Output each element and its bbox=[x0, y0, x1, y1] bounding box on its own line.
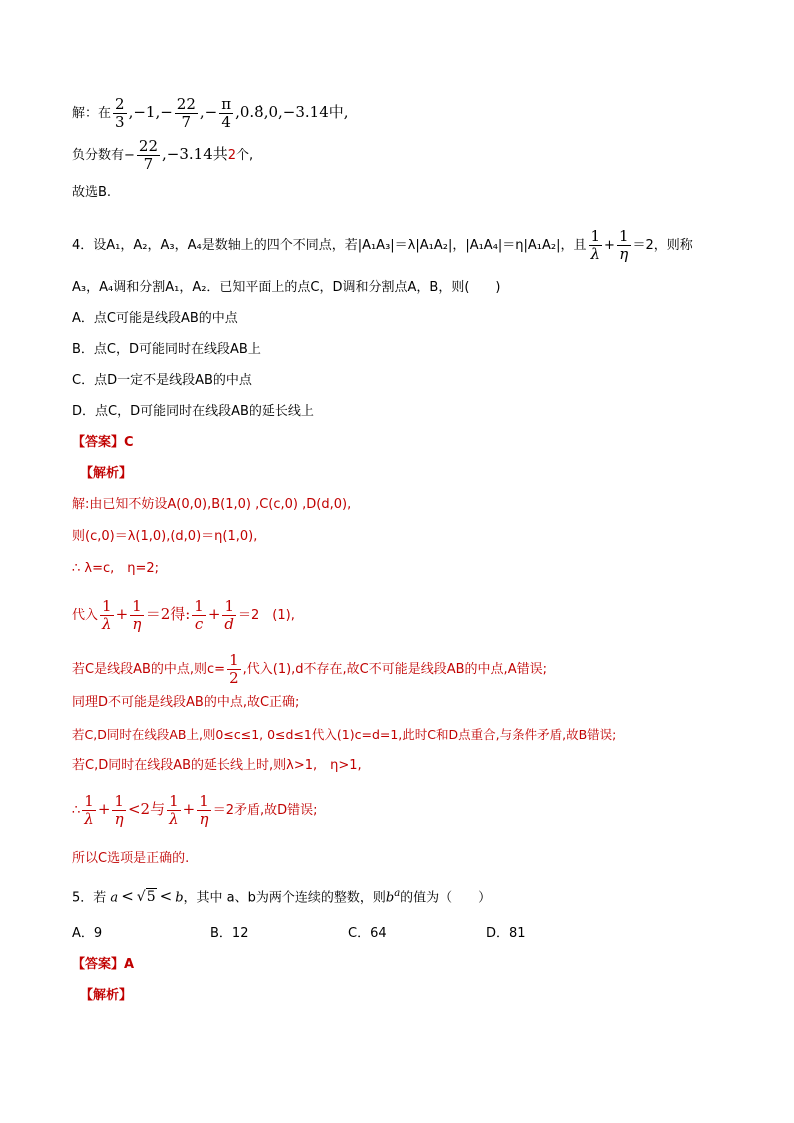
q5-option-c: C．64 bbox=[348, 926, 387, 941]
text: <2与 bbox=[127, 800, 166, 818]
variable-a: a bbox=[110, 890, 119, 906]
q4-solution-line-10: 所以C选项是正确的. bbox=[72, 851, 190, 866]
q5-option-d: D．81 bbox=[486, 926, 526, 941]
fraction: $\frac{1}{\lambda}$ bbox=[102, 597, 112, 633]
fraction: $\frac{22}{7}$ bbox=[138, 137, 158, 173]
fraction: $\frac{1}{\eta}$ bbox=[132, 597, 142, 633]
q4-option-b: B．点C，D可能同时在线段AB上 bbox=[72, 342, 261, 357]
q4-solution-line-5 bbox=[72, 652, 547, 687]
text: 4．设A₁，A₂，A₃，A₄是数轴上的四个不同点，若|A₁A₃|＝λ|A₁A₂|，|A₁A₄|＝η|A₁A₂|，且 bbox=[72, 238, 587, 253]
text: ∴ bbox=[72, 803, 81, 818]
q4-solution-line-9: ∴ $\frac{1}{\lambda}$ + $\frac{1}{\eta}$ <2与 $\frac{1}{\lambda}$ + $\frac{1}{\eta}$ ＝2矛盾,故D错误; bbox=[72, 792, 318, 828]
q5-stem bbox=[72, 886, 491, 906]
q4-solution-line-6: 同理D不可能是线段AB的中点,故C正确; bbox=[72, 695, 300, 710]
q5-answer: 【答案】A bbox=[72, 957, 135, 972]
count: 2 bbox=[227, 148, 237, 163]
q5-option-b: B．12 bbox=[210, 926, 249, 941]
prev-line-2 bbox=[72, 138, 253, 173]
fraction: $\frac{\pi}{4}$ bbox=[221, 95, 232, 131]
fraction: $\frac{1}{2}$ bbox=[229, 651, 239, 687]
fraction: $\frac{1}{d}$ bbox=[224, 597, 235, 633]
text: 若C是线段AB的中点,则c= bbox=[72, 662, 226, 677]
q4-solution-line-2: 则(c,0)＝λ(1,0),(d,0)＝η(1,0), bbox=[72, 529, 258, 544]
q4-option-c: C．点D一定不是线段AB的中点 bbox=[72, 373, 252, 388]
text: 个, bbox=[236, 148, 254, 163]
text: 5．若 bbox=[72, 890, 107, 906]
text: ,0.8̇,0,−3.14中, bbox=[235, 103, 349, 121]
fraction: $\frac{1}{\lambda}$ bbox=[84, 792, 94, 828]
prev-line-3: 故选B. bbox=[72, 185, 112, 200]
fraction: $\frac{1}{c}$ bbox=[194, 597, 204, 633]
text: ,代入(1),d不存在,故C不可能是线段AB的中点,A错误; bbox=[242, 662, 547, 677]
text: 代入 bbox=[72, 608, 99, 623]
q4-stem-line-2: A₃，A₄调和分割A₁，A₂．已知平面上的点C，D调和分割点A，B，则( ) bbox=[72, 280, 501, 295]
text: 解：在 bbox=[72, 106, 112, 121]
text: ＝2，则称 bbox=[632, 238, 693, 253]
text: 的值为（ ） bbox=[400, 890, 492, 906]
fraction: $\frac{22}{7}$ bbox=[176, 95, 196, 131]
less-than: < bbox=[159, 887, 173, 906]
q4-solution-line-3: ∴ λ=c, η=2; bbox=[72, 561, 160, 576]
q5-analysis-heading: 【解析】 bbox=[80, 988, 133, 1003]
power-base: b bbox=[385, 890, 395, 906]
plus-sign: + bbox=[604, 238, 615, 253]
text: ,−3.14共 bbox=[162, 145, 228, 163]
q4-stem-line-1 bbox=[72, 228, 693, 263]
text: ，其中 a、b为两个连续的整数，则 bbox=[183, 890, 386, 906]
text: ,− bbox=[199, 103, 218, 121]
text: ,−1,− bbox=[128, 103, 173, 121]
text: 负分数有− bbox=[72, 148, 135, 163]
sqrt-symbol: √5 bbox=[136, 889, 156, 906]
fraction: $\frac{2}{3}$ bbox=[115, 95, 125, 131]
fraction: $\frac{1}{\lambda}$ bbox=[169, 792, 179, 828]
variable-b: b bbox=[175, 890, 184, 906]
q4-solution-line-8: 若C,D同时在线段AB的延长线上时,则λ>1, η>1, bbox=[72, 758, 362, 773]
q5-option-a: A．9 bbox=[72, 926, 103, 941]
q4-option-d: D．点C，D可能同时在线段AB的延长线上 bbox=[72, 404, 314, 419]
prev-line-1 bbox=[72, 96, 349, 131]
fraction: $\frac{1}{\lambda}$ bbox=[590, 227, 601, 263]
q4-analysis-heading: 【解析】 bbox=[80, 466, 133, 481]
q4-solution-line-7: 若C,D同时在线段AB上,则0≤c≤1, 0≤d≤1代入(1)c=d=1,此时C和D点重合,与条件矛盾,故B错误; bbox=[72, 727, 617, 742]
fraction: $\frac{1}{\eta}$ bbox=[199, 792, 209, 828]
fraction: $\frac{1}{\eta}$ bbox=[618, 227, 629, 263]
q4-solution-line-4: 代入 $\frac{1}{\lambda}$ + $\frac{1}{\eta}$ ＝2得: $\frac{1}{c}$ + $\frac{1}{d}$ ＝2 (1), bbox=[72, 597, 295, 633]
q4-solution-line-1: 解:由已知不妨设A(0,0),B(1,0) ,C(c,0) ,D(d,0), bbox=[72, 497, 352, 512]
q4-answer: 【答案】C bbox=[72, 435, 134, 450]
text: ＝2得: bbox=[145, 605, 191, 623]
less-than: < bbox=[121, 887, 134, 906]
text: ＝2矛盾,故D错误; bbox=[212, 803, 318, 818]
power-exponent: a bbox=[394, 888, 401, 899]
text: ＝2 (1), bbox=[238, 608, 295, 623]
q4-option-a: A．点C可能是线段AB的中点 bbox=[72, 311, 238, 326]
fraction: $\frac{1}{\eta}$ bbox=[114, 792, 124, 828]
